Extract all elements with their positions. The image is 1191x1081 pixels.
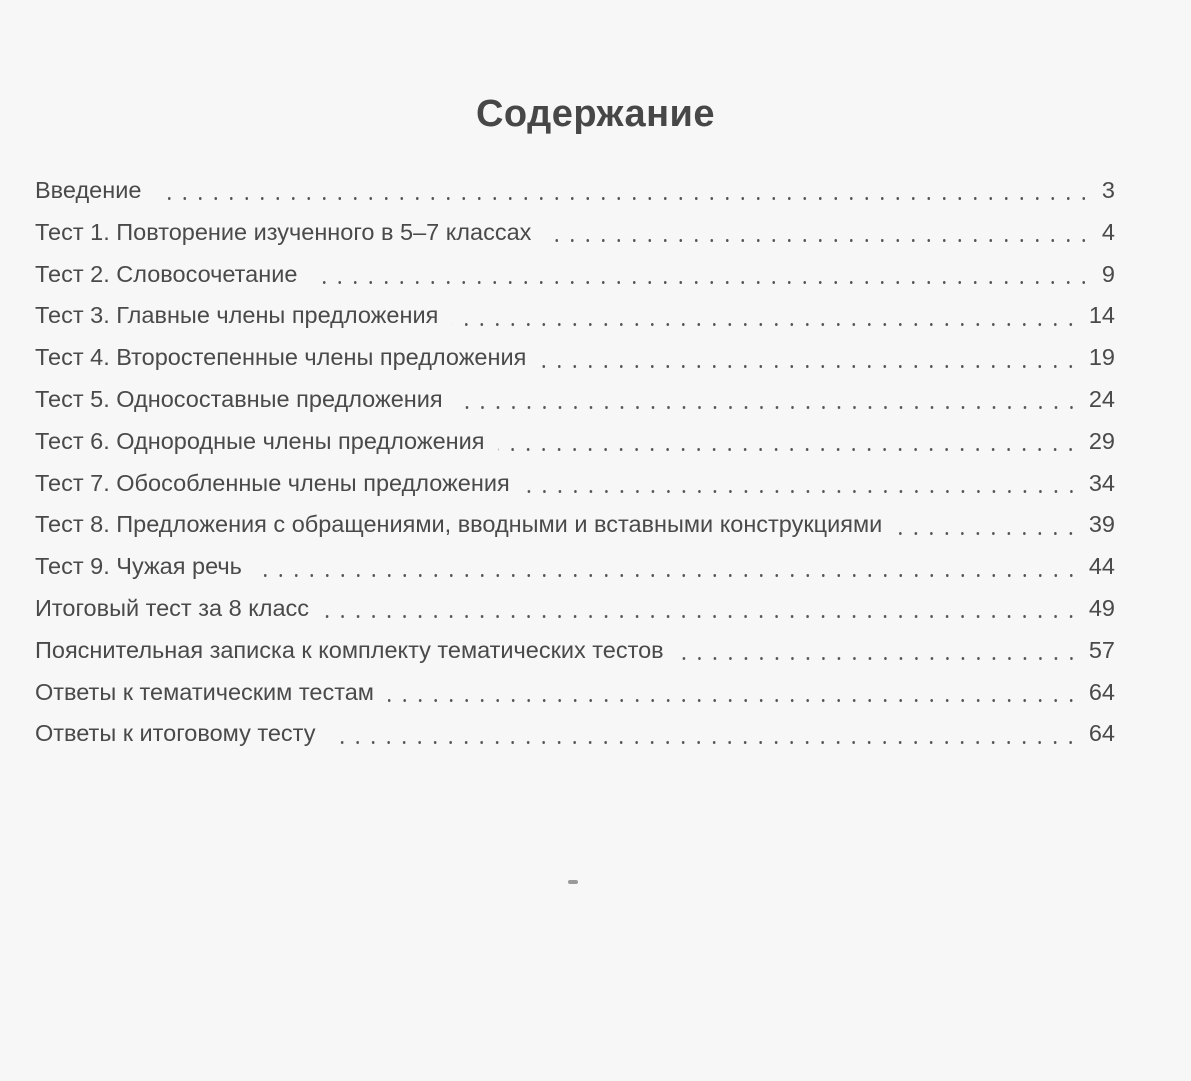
toc-entry — [35, 588, 1115, 630]
toc-entry — [35, 504, 1115, 546]
toc-entry-page: 57 — [1088, 636, 1115, 663]
toc-entry-label: Введение — [35, 177, 142, 203]
dot-leader — [452, 323, 1079, 326]
toc-entry-label: Пояснительная записка к комплекту тематических тестов — [35, 636, 664, 663]
dot-leader — [155, 197, 1092, 200]
dot-leader — [678, 657, 1079, 660]
toc-entry-label: Тест 9. Чужая речь — [35, 553, 242, 580]
toc-entry-label: Тест 4. Второстепенные члены предложения — [35, 344, 527, 371]
toc-entry-page: 49 — [1088, 594, 1115, 621]
toc-entry-page: 34 — [1088, 469, 1115, 496]
dot-leader — [323, 615, 1079, 618]
toc-entry-page: 14 — [1088, 302, 1115, 329]
toc-entry-label: Итоговый тест за 8 класс — [35, 594, 310, 621]
toc-entry-page: 44 — [1088, 553, 1115, 580]
toc-entry-label: Тест 1. Повторение изученного в 5–7 классах — [35, 218, 532, 245]
toc-entry-page: 9 — [1101, 260, 1115, 287]
dot-leader — [545, 239, 1092, 242]
toc-entry — [35, 170, 1115, 212]
toc-entry — [35, 672, 1115, 714]
toc-entry — [35, 713, 1115, 755]
toc-entry-label: Тест 3. Главные члены предложения — [35, 302, 439, 329]
toc-entry — [35, 463, 1115, 505]
dot-leader — [311, 281, 1091, 284]
toc-entry-page: 29 — [1088, 427, 1115, 454]
toc-entry-page: 19 — [1088, 344, 1115, 371]
toc-entry-label: Тест 6. Однородные члены предложения — [35, 427, 485, 454]
dot-leader — [388, 699, 1079, 702]
toc-entry-label: Ответы к тематическим тестам — [35, 678, 374, 705]
toc-entry-label: Тест 2. Словосочетание — [35, 260, 298, 287]
toc-entry-page: 64 — [1088, 720, 1115, 747]
toc-entry-page: 3 — [1101, 177, 1115, 203]
toc-entry-page: 24 — [1088, 385, 1115, 412]
dot-leader — [329, 741, 1078, 744]
toc-entry — [35, 212, 1115, 254]
toc-entry — [35, 337, 1115, 379]
toc-entry-page: 64 — [1088, 678, 1115, 705]
dot-leader — [524, 490, 1079, 493]
toc-entry — [35, 421, 1115, 463]
toc-entry-label: Тест 7. Обособленные члены предложения — [35, 469, 510, 496]
dot-leader — [256, 574, 1079, 577]
page-title: Содержание — [475, 93, 716, 135]
dot-leader — [498, 448, 1078, 451]
toc-entry — [35, 254, 1115, 296]
toc-entry-label: Ответы к итоговому тесту — [35, 720, 316, 747]
dot-leader — [540, 365, 1079, 368]
print-speck — [568, 880, 578, 884]
toc-entry-page: 39 — [1088, 511, 1115, 538]
toc-entry-label: Тест 5. Односоставные предложения — [35, 385, 443, 412]
dot-leader — [457, 406, 1079, 409]
toc-entry — [35, 379, 1115, 421]
toc-entry — [35, 630, 1115, 672]
toc-entry-label: Тест 8. Предложения с обращениями, вводными и вставными конструкциями — [35, 511, 883, 538]
table-of-contents — [35, 170, 1115, 755]
toc-entry — [35, 295, 1115, 337]
dot-leader — [896, 532, 1079, 535]
toc-entry-page: 4 — [1101, 218, 1115, 245]
toc-entry — [35, 546, 1115, 588]
